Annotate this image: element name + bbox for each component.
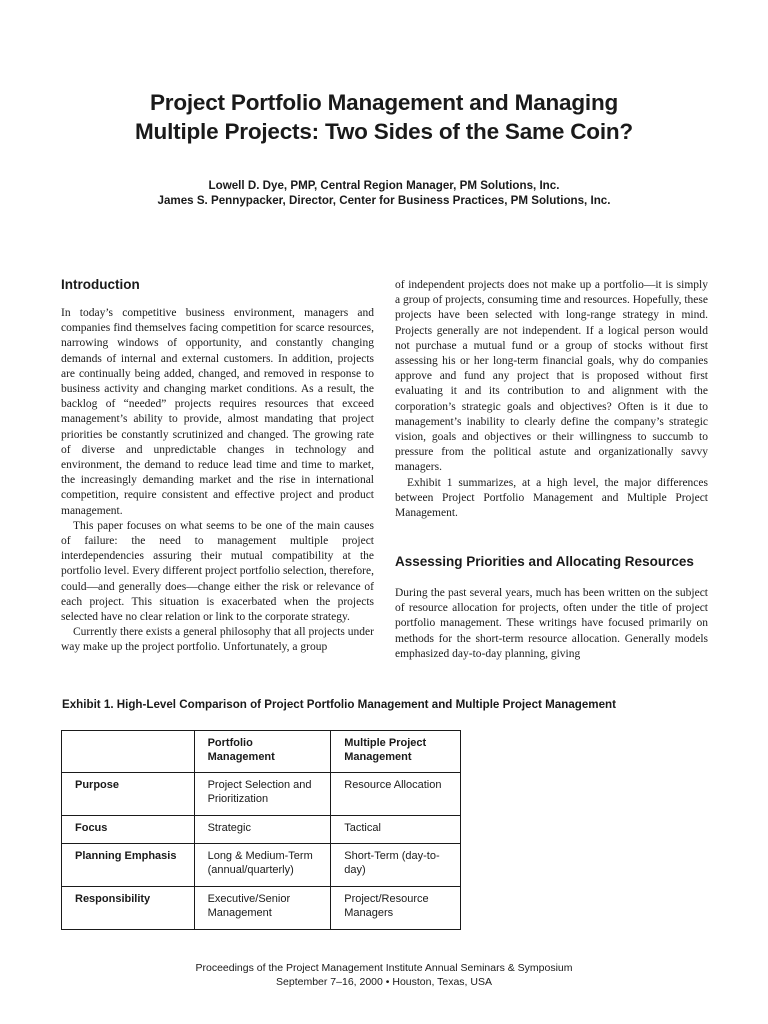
table-header-row [62,731,461,773]
multiple-cell: Tactical [331,816,461,844]
intro-paragraph-1: In today’s competitive business environment, managers and companies find themselves facing competition for scarce resources, narrowing windows of opportunity, and constantly changing demands of internal and external customers. In addition, projects are continually being added, changed, and removed in response to business activity and changing market conditions. As a result, the backlog of “needed” projects requires resources that exceed management’s ability to provide, almost mandating that project priorities be constantly scrutinized and changed. The growing rate of diverse and unpredictable changes in technology and environment, the demand to reduce lead time and time to market, the increasingly demanding market and the rise in international competition, require consistent and effective project and product management. [61,307,374,517]
assessing-column-text [395,586,708,662]
row-label: Focus [62,816,195,844]
assessing-paragraph-1: During the past several years, much has been written on the subject of resource allocation for projects, often under the title of project portfolio management. These writings have focused primarily on methods for the short-term resource allocation. Generally models emphasized day-to-day planning, giving [395,587,708,660]
paper-title [0,88,768,146]
table-row [62,773,461,816]
table-header-empty [62,731,195,773]
row-label: Purpose [62,773,195,816]
multiple-cell: Project/Resource Managers [331,887,461,930]
author-2: James S. Pennypacker, Director, Center for Business Practices, PM Solutions, Inc. [157,194,611,207]
multiple-cell: Short-Term (day-to-day) [331,844,461,887]
portfolio-cell: Long & Medium-Term (annual/quarterly) [194,844,331,887]
introduction-heading: Introduction [61,277,140,292]
author-block [0,178,768,208]
paper-title-line-2: Multiple Projects: Two Sides of the Same Coin? [135,119,633,144]
table-row [62,887,461,930]
paper-title-line-1: Project Portfolio Management and Managing [149,90,619,115]
table-header-portfolio: Portfolio Management [194,731,331,773]
footer-line-1: Proceedings of the Project Management Institute Annual Seminars & Symposium [195,962,573,974]
table-row [62,844,461,887]
portfolio-cell: Project Selection and Prioritization [194,773,331,816]
footer-line-2: September 7–16, 2000 • Houston, Texas, USA [276,975,492,988]
left-column-text [61,306,374,656]
table-header-multiple: Multiple Project Management [331,731,461,773]
row-label: Responsibility [62,887,195,930]
multiple-cell: Resource Allocation [331,773,461,816]
page-footer [0,962,768,989]
exhibit-caption: Exhibit 1. High-Level Comparison of Project Portfolio Management and Multiple Project Management [62,698,616,711]
author-1: Lowell D. Dye, PMP, Central Region Manager, PM Solutions, Inc. [208,179,560,192]
portfolio-cell: Executive/Senior Management [194,887,331,930]
table-row [62,816,461,844]
right-paragraph-1: of independent projects does not make up a portfolio—it is simply a group of projects, consuming time and resources. Hopefully, these projects have been selected with long-range strategy in mind. Projects generally are not independent. If a logical person would not purchase a mutual fund or a group of stocks without first assessing his or her long-term financial goals, why do companies approve and fund any project that is proposed without first evaluating it and its contribution to and alignment with the corporation’s strategic goals and objectives? Often is it due to management’s inability to clearly define the company’s strategic vision, goals and objectives or their willingness to succumb to pressure from the political astute and organizationally savvy managers. [395,279,708,474]
row-label: Planning Emphasis [62,844,195,887]
comparison-table [61,730,461,930]
right-paragraph-2: Exhibit 1 summarizes, at a high level, the major differences between Project Portfolio Management and Multiple Project Management. [395,476,708,520]
intro-paragraph-3: Currently there exists a general philosophy that all projects under way make up the project portfolio. Unfortunately, a group [61,626,374,654]
right-column-text [395,278,708,521]
portfolio-cell: Strategic [194,816,331,844]
assessing-heading: Assessing Priorities and Allocating Resources [395,554,694,569]
intro-paragraph-2: This paper focuses on what seems to be one of the main causes of failure: the need to management multiple project interdependencies assuring their mutual compatibility at the portfolio level. Every different project portfolio selection, therefore, could—and generally does—change either the risk or relevance of each project. This situation is exacerbated when the projects selected have no clear relation or link to the corporate strategy. [61,519,374,624]
